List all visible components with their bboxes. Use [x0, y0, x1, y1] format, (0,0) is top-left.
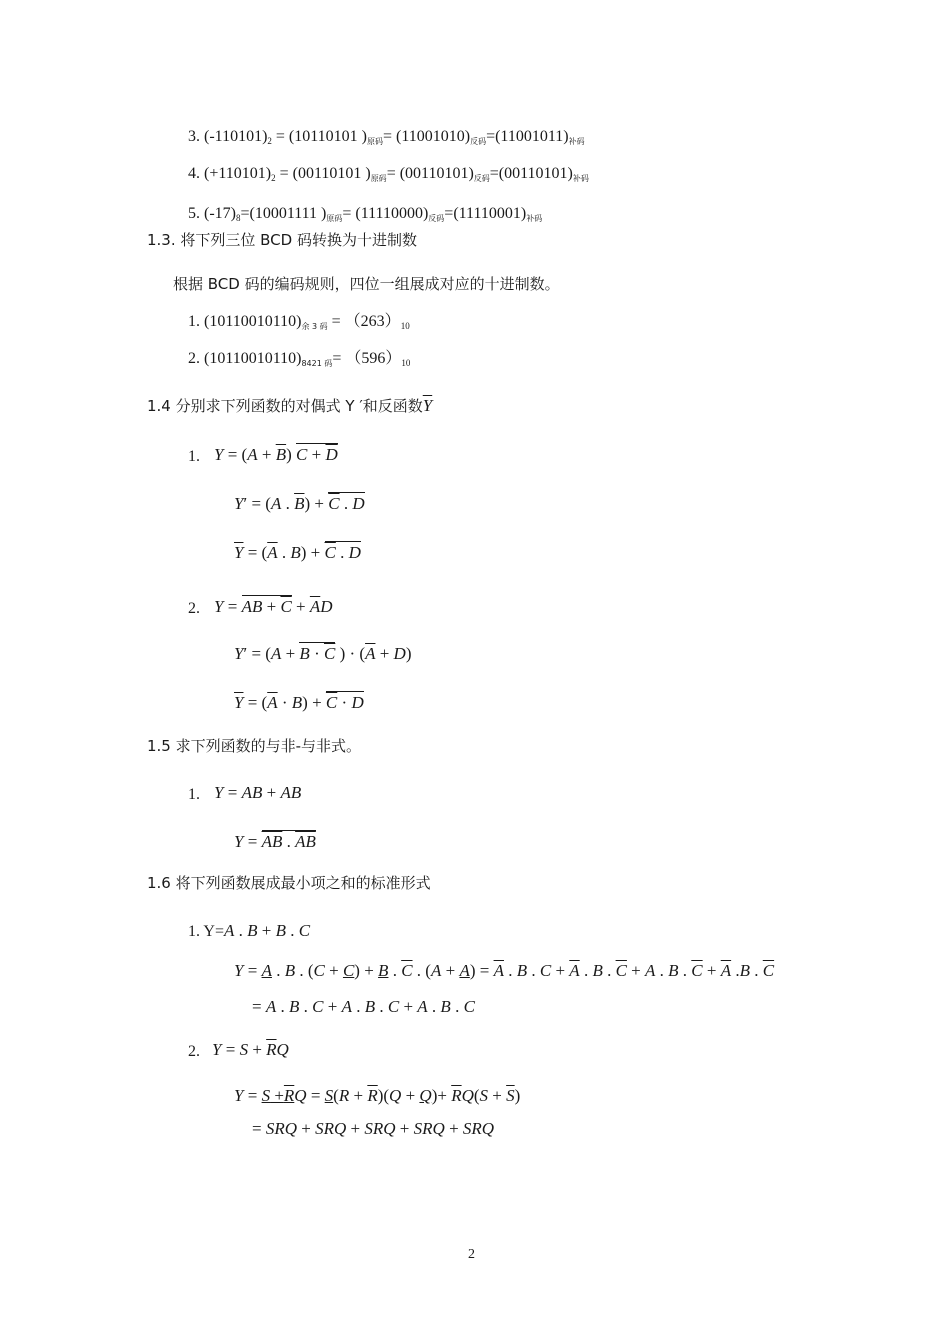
value-text: = （263） [327, 313, 401, 330]
problem-1-4-2-inverse [234, 692, 364, 714]
value-text: =(00110101) [489, 165, 573, 182]
code-label: 余 3 码 [301, 322, 328, 331]
section-1-3-description: 根据 BCD 码的编码规则，四位一组展成对应的十进制数。 [173, 275, 560, 293]
code-label: 补码 [572, 174, 589, 183]
value-text: = (11110000) [342, 205, 429, 222]
formula-render: $Y = S + \overline{R}Q$ [212, 1040, 289, 1059]
value-text: = (00110101 ) [275, 165, 371, 182]
problem-1-4-2-number: 2. [188, 600, 200, 617]
formula-render: $Y = (A + \overline{B})$ $C + \overline{D}$ [214, 445, 338, 464]
section-1-3-heading: 1.3. 将下列三位 BCD 码转换为十进制数 [147, 231, 417, 249]
conversion-line-5 [188, 203, 542, 230]
problem-1-5-1-equation [214, 782, 301, 804]
value-text: = （596） [332, 350, 402, 367]
value-text: =(11110001) [444, 205, 527, 222]
value-text: 4. (+110101) [188, 165, 272, 182]
problem-1-4-1-equation [214, 444, 338, 466]
section-1-5-heading: 1.5 求下列函数的与非-与非式。 [147, 737, 362, 755]
page-number: 2 [468, 1247, 475, 1262]
section-1-6-heading: 1.6 将下列函数展成最小项之和的标准形式 [147, 874, 431, 892]
value-text: = (00110101) [386, 165, 474, 182]
base-subscript: 10 [401, 358, 411, 368]
formula-render: $Y = S +RQ = S(R + \overline{R})(Q + Q)+ \overline{R}Q(S + \overline{S})$ [234, 1086, 521, 1105]
formula-render: = SRQ + SRQ + SRQ + SRQ + SRQ [252, 1119, 495, 1138]
formula-render: $Y' = (A + B \cdot \overline{C}$ ) · $(\overline{A} + D)$ [234, 644, 412, 663]
base-subscript: 2 [267, 136, 272, 146]
formula-render: Y = A . B . (C + C) + B . $\overline{C}$ . $(A + A) = \overline{A}$ . B . $C + \overline{A}$ . B . $\overline{C} + A$ . B . $\overline{C} + \overline{A}$ .B . $\overline{C}$ [234, 961, 775, 980]
problem-1-6-2-result [252, 1118, 494, 1140]
conversion-line-4 [188, 163, 589, 190]
problem-1-4-2-dual [234, 643, 412, 665]
problem-number: 1. Y= [188, 923, 224, 940]
formula-render: $Y = \overline{AB}$ . $\overline{AB}$ [234, 832, 316, 851]
code-label: 反码 [473, 174, 490, 183]
value-text: 1. (10110010110) [188, 313, 302, 330]
formula-render: Y′ = (A . $\overline{B}) + \overline{C}$ . D [234, 494, 365, 513]
code-label: 反码 [428, 214, 445, 223]
formula-render: = A . B . C + A . B . C + A . B . C [252, 997, 475, 1016]
code-label: 原码 [370, 174, 387, 183]
problem-1-6-2-expansion [234, 1085, 520, 1107]
code-label: 原码 [326, 214, 343, 223]
problem-1-4-1-inverse [234, 542, 361, 564]
problem-1-4-2-equation [214, 596, 333, 618]
problem-1-6-2-number: 2. [188, 1043, 200, 1060]
value-text: =(10001111 ) [240, 205, 327, 222]
value-text: = (11001010) [382, 128, 471, 145]
bcd-item-1 [188, 311, 410, 338]
code-label: 8421 码 [301, 359, 333, 368]
problem-1-6-1 [188, 920, 310, 943]
problem-1-6-1-expansion [234, 960, 774, 982]
formula-render: $\overline{Y} = (\overline{A}$ . $B) + \overline{C}$ . D [234, 543, 361, 562]
code-label: 补码 [568, 137, 585, 146]
problem-1-6-2-equation [212, 1039, 289, 1061]
inverse-symbol: $\overline{Y}$ [422, 396, 433, 415]
value-text: 5. (-17) [188, 205, 236, 222]
value-text: =(11001011) [486, 128, 569, 145]
formula-render: A . B + B . C [223, 921, 311, 940]
base-subscript: 2 [271, 173, 276, 183]
base-subscript: 8 [235, 213, 241, 223]
code-label: 补码 [526, 214, 543, 223]
base-subscript: 10 [400, 321, 410, 331]
formula-render: Y = AB + AB [214, 783, 302, 802]
problem-1-6-1-result [252, 996, 475, 1018]
problem-1-4-1-dual [234, 493, 365, 515]
formula-render: $\overline{Y} = (\overline{A} \cdot B) + \overline{C} \cdot D$ [234, 693, 364, 712]
problem-1-5-1-number: 1. [188, 786, 200, 803]
value-text: 2. (10110010110) [188, 350, 302, 367]
bcd-item-2 [188, 348, 410, 375]
conversion-line-3 [188, 126, 585, 153]
value-text: = (10110101 ) [271, 128, 367, 145]
code-label: 反码 [470, 137, 487, 146]
heading-text: 1.4 分别求下列函数的对偶式 Y ′和反函数 [147, 397, 423, 415]
section-1-4-heading [147, 395, 432, 417]
problem-1-4-1-number: 1. [188, 448, 200, 465]
value-text: 3. (-110101) [188, 128, 268, 145]
code-label: 原码 [366, 137, 383, 146]
formula-render: Y = AB + $\overline{C} + \overline{A}D$ [214, 597, 333, 616]
problem-1-5-1-result [234, 831, 316, 853]
